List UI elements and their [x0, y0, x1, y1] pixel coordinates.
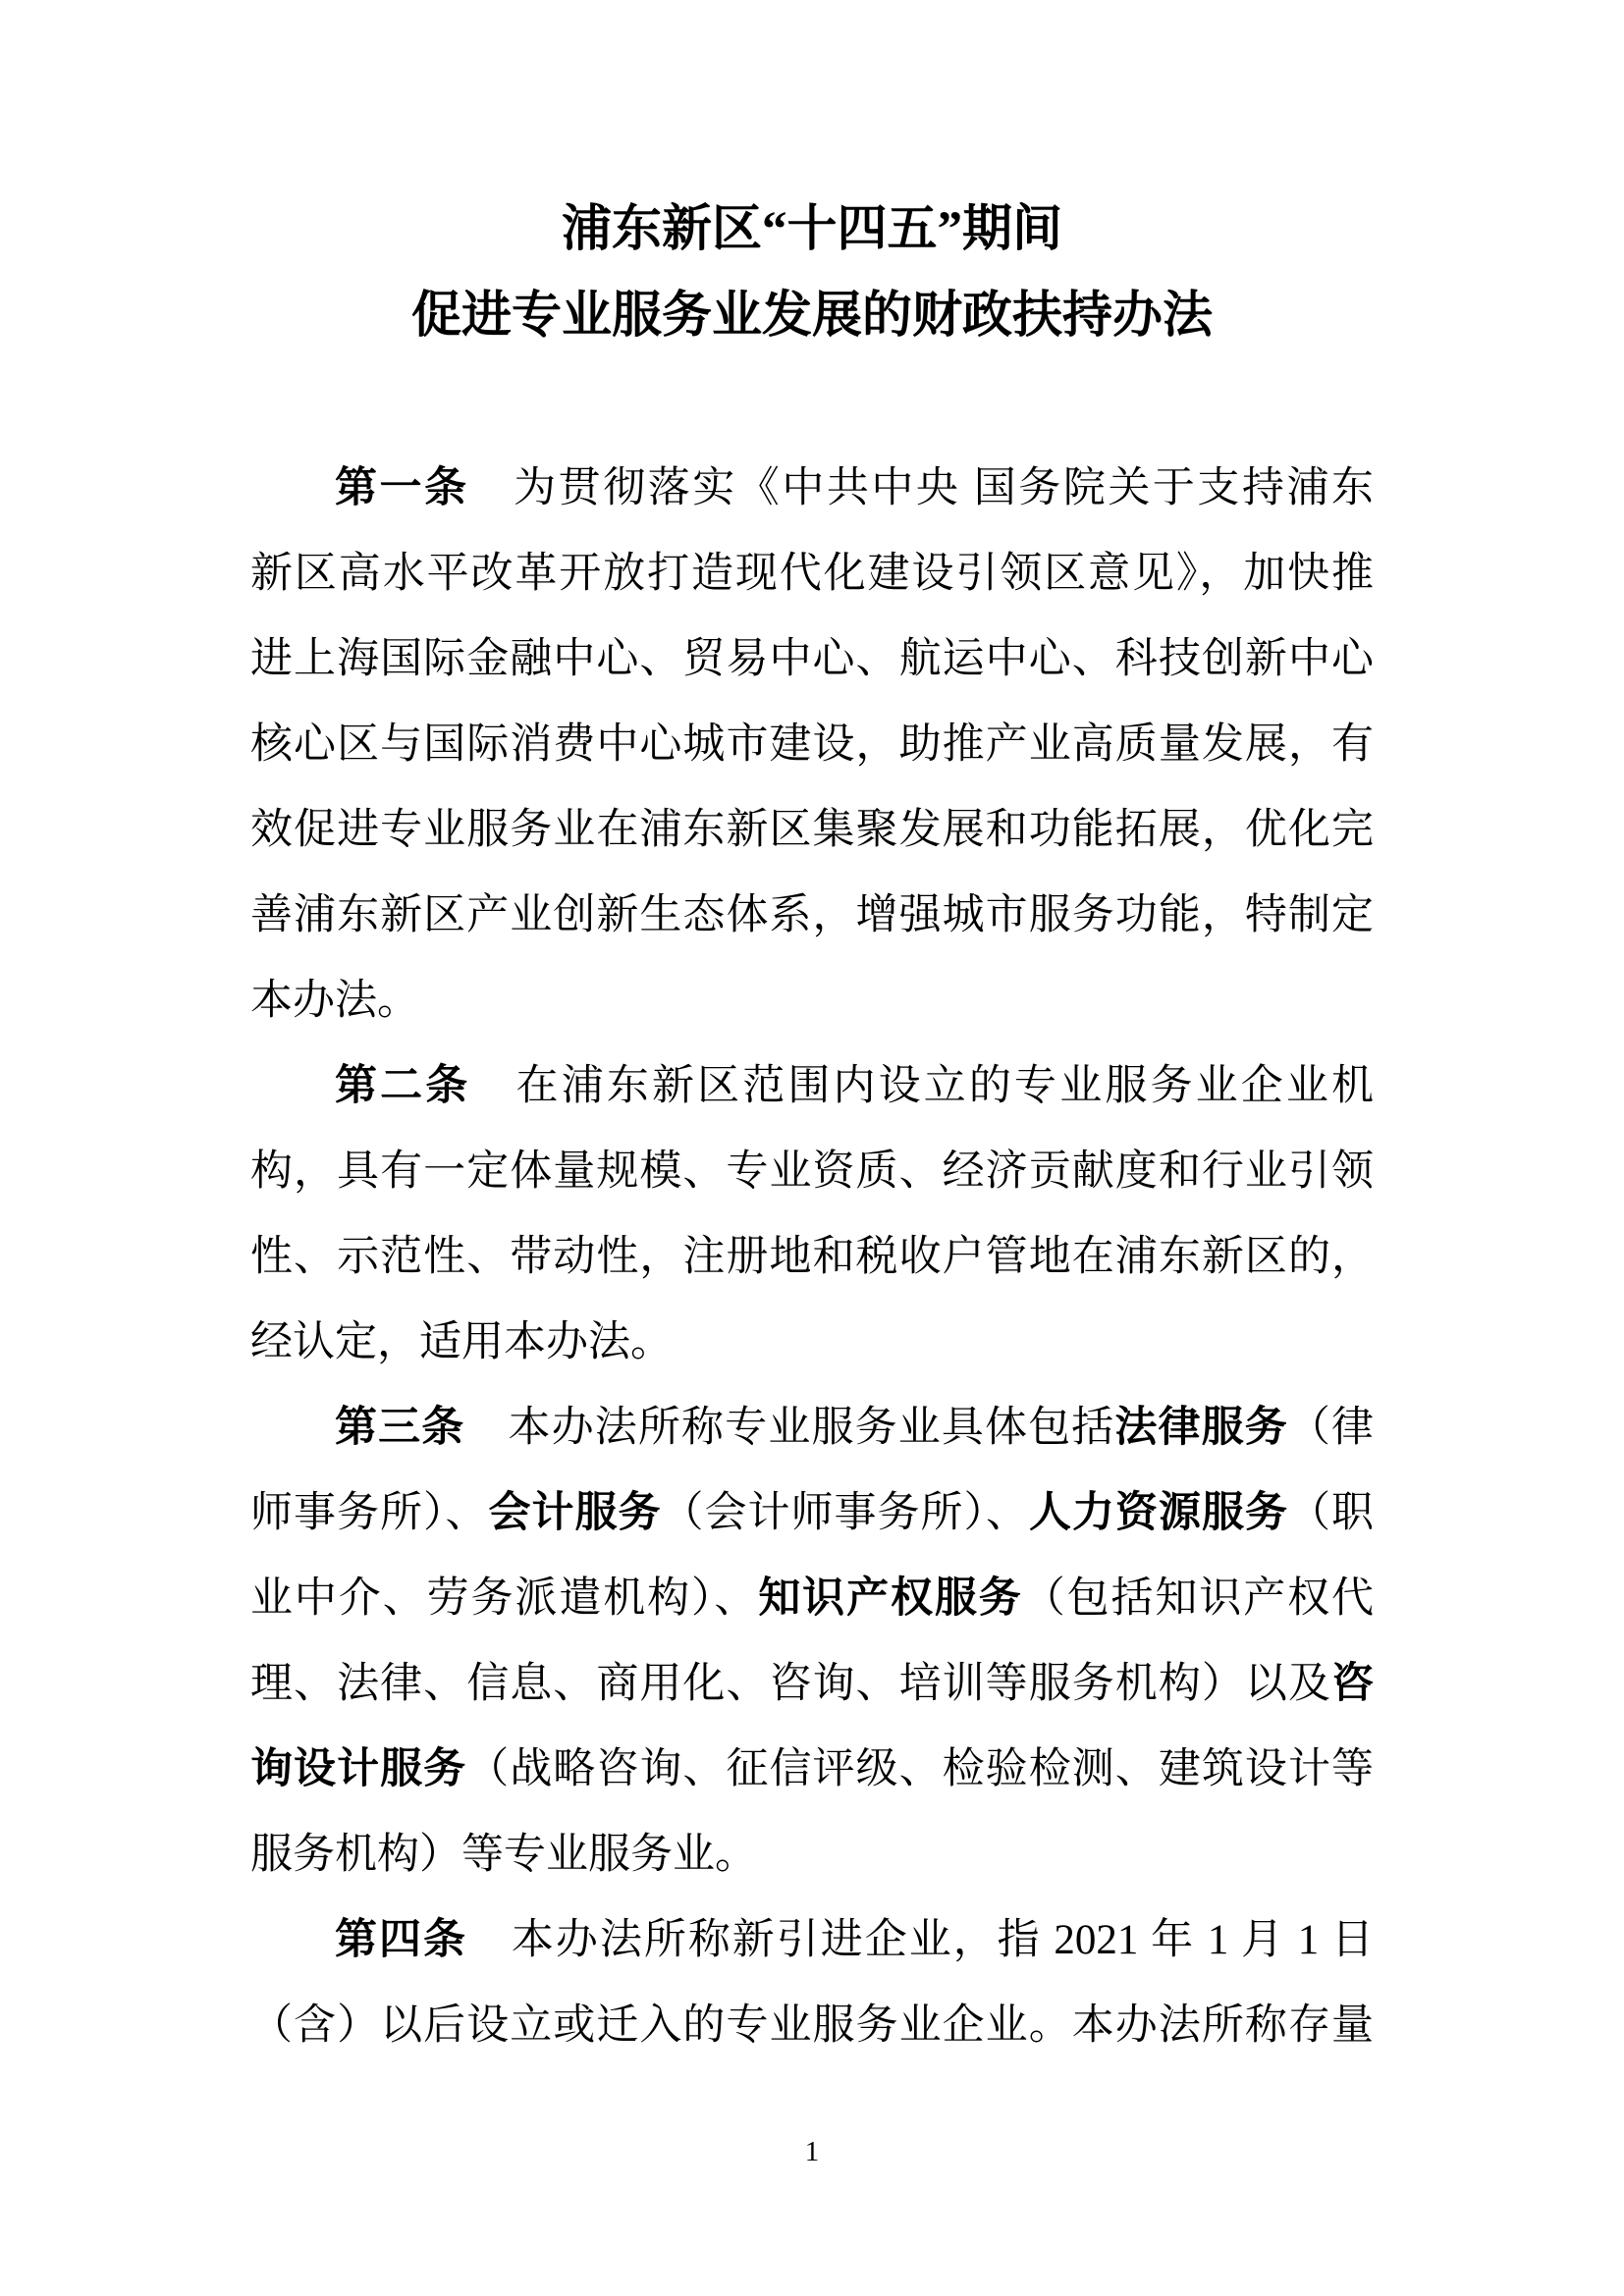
text-line [250, 446, 1374, 531]
bold-text-segment: 第三条 [335, 1405, 465, 1451]
text-segment: （战略咨询、征信评级、检验检测、建筑设计等 [466, 1746, 1374, 1792]
article-2 [250, 1043, 1374, 1385]
text-segment: 本办法。 [250, 978, 419, 1024]
text-segment: （律 [1287, 1405, 1374, 1451]
text-segment: 新区高水平改革开放打造现代化建设引领区意见》，加快推 [250, 551, 1374, 597]
text-segment: 为贯彻落实《中共中央 国务院关于支持浦东 [468, 465, 1374, 511]
text-segment: 核心区与国际消费中心城市建设，助推产业高质量发展，有 [250, 721, 1374, 768]
text-line [250, 1727, 1374, 1812]
bold-text-segment: 咨 [1331, 1661, 1374, 1707]
bold-text-segment: 第一条 [335, 465, 469, 511]
text-segment: （职 [1288, 1490, 1374, 1536]
article-3 [250, 1385, 1374, 1897]
text-segment: 服务机构）等专业服务业。 [250, 1832, 757, 1878]
bold-text-segment: 法律服务 [1114, 1405, 1288, 1451]
text-segment: （会计师事务所）、 [661, 1490, 1029, 1536]
article-4 [250, 1897, 1374, 2068]
text-line [250, 1641, 1374, 1727]
text-line [250, 1300, 1374, 1385]
document-title [0, 0, 1624, 359]
text-segment: 经认定，适用本办法。 [250, 1319, 673, 1365]
text-line [250, 1812, 1374, 1897]
text-line [250, 702, 1374, 787]
text-line [250, 1556, 1374, 1641]
text-line [250, 1983, 1374, 2068]
text-segment: （含）以后设立或迁入的专业服务业企业。本办法所称存量 [250, 2002, 1374, 2049]
text-segment: 本办法所称新引进企业，指 2021 年 1 月 1 日 [466, 1917, 1374, 1963]
article-1 [250, 446, 1374, 1043]
text-line [250, 787, 1374, 873]
text-line [250, 1470, 1374, 1556]
title-line-1: 浦东新区“十四五”期间 [561, 202, 1062, 257]
text-segment: 本办法所称专业服务业具体包括 [464, 1405, 1115, 1451]
page-number: 1 [804, 2136, 820, 2167]
bold-text-segment: 知识产权服务 [758, 1575, 1023, 1622]
bold-text-segment: 第二条 [335, 1063, 471, 1109]
text-segment: 效促进专业服务业在浦东新区集聚发展和功能拓展，优化完 [250, 807, 1374, 853]
text-segment: 构，具有一定体量规模、专业资质、经济贡献度和行业引领 [250, 1148, 1374, 1195]
title-line-2: 促进专业服务业发展的财政扶持办法 [410, 289, 1213, 344]
bold-text-segment: 第四条 [335, 1917, 467, 1963]
text-line [250, 616, 1374, 702]
text-line [250, 531, 1374, 616]
document-body [250, 446, 1374, 2068]
text-line [250, 1043, 1374, 1129]
bold-text-segment: 人力资源服务 [1029, 1490, 1288, 1536]
text-line [250, 958, 1374, 1043]
text-line [250, 1129, 1374, 1214]
bold-text-segment: 询设计服务 [250, 1746, 467, 1792]
bold-text-segment: 会计服务 [488, 1490, 662, 1536]
text-segment: （包括知识产权代 [1022, 1575, 1374, 1622]
text-line [250, 1897, 1374, 1983]
text-line [250, 1385, 1374, 1470]
text-segment: 进上海国际金融中心、贸易中心、航运中心、科技创新中心 [250, 636, 1374, 682]
text-segment: 理、法律、信息、商用化、咨询、培训等服务机构）以及 [250, 1661, 1331, 1707]
text-line [250, 873, 1374, 958]
text-segment: 善浦东新区产业创新生态体系，增强城市服务功能，特制定 [250, 892, 1374, 938]
text-segment: 性、示范性、带动性，注册地和税收户管地在浦东新区的， [250, 1234, 1374, 1280]
text-segment: 在浦东新区范围内设立的专业服务业企业机 [470, 1063, 1374, 1109]
text-segment: 师事务所）、 [250, 1490, 489, 1536]
text-segment: 业中介、劳务派遣机构）、 [250, 1575, 759, 1622]
text-line [250, 1214, 1374, 1300]
